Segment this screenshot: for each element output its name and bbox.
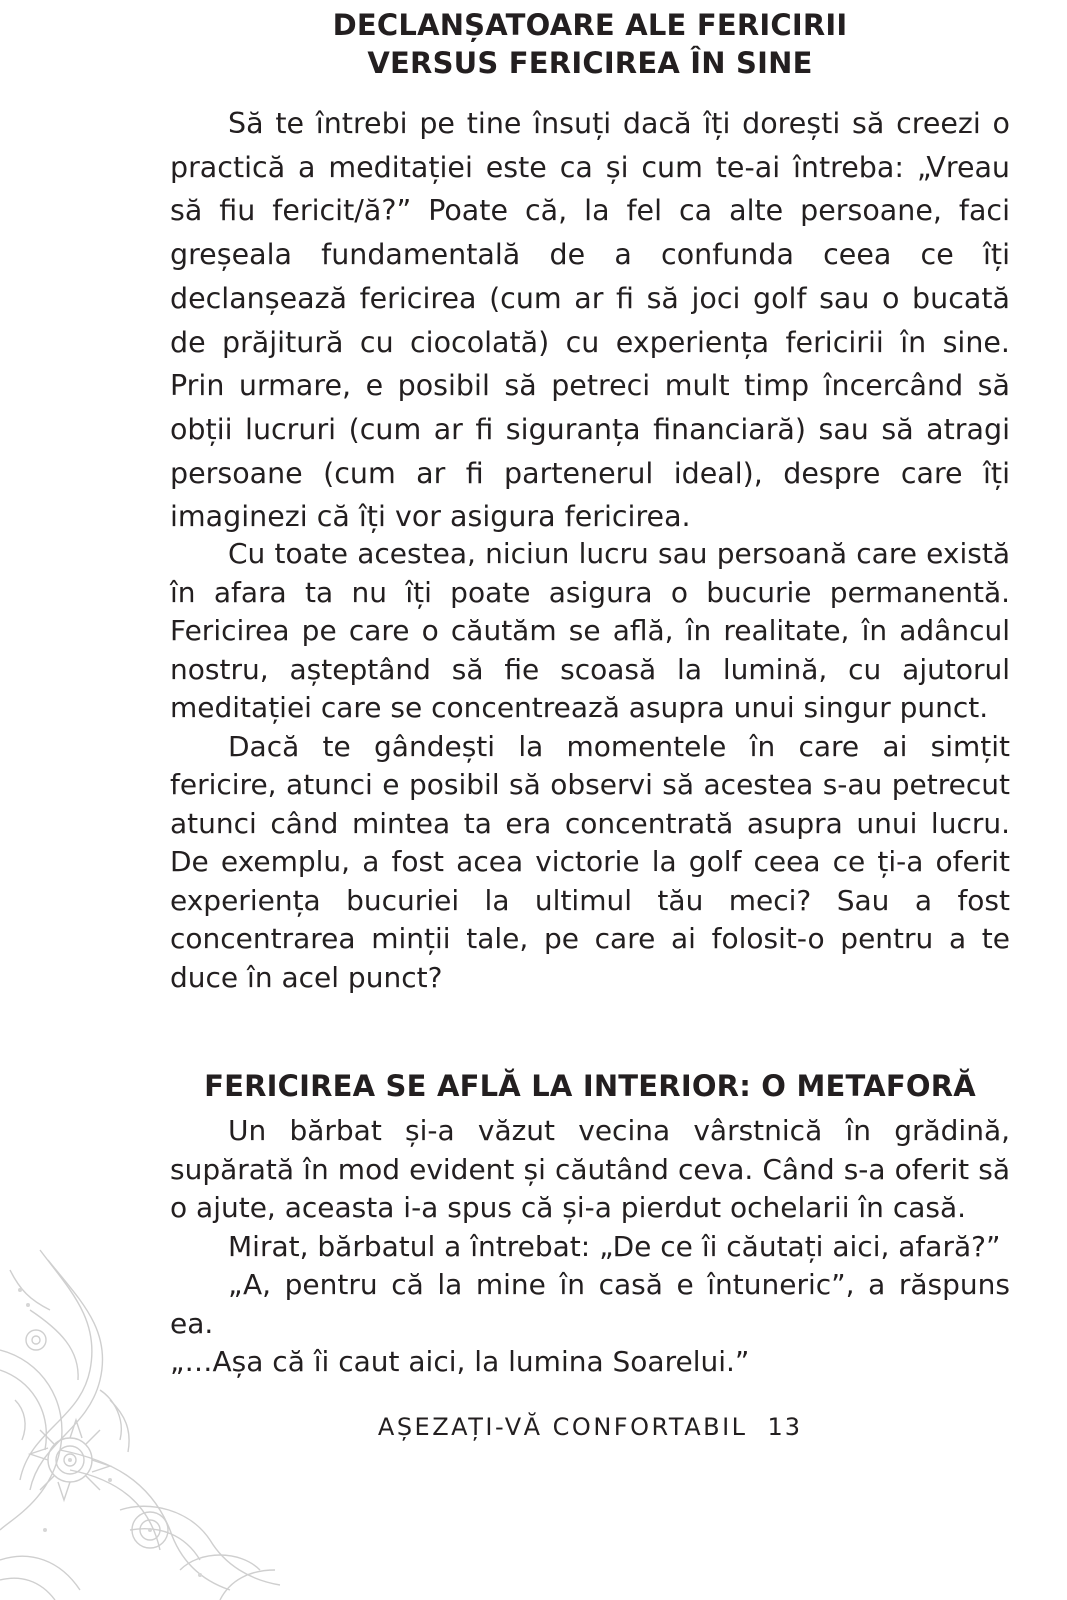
- page-footer: [300, 1413, 880, 1441]
- paragraph: Cu toate acestea, niciun lucru sau persoană care există în afara ta nu îți poate asigura o bucurie permanentă. Fericirea pe care o căutăm se află, în realitate, în adâncul nostru, așteptând să fie scoasă la lumină, cu ajutorul meditației care se concentrează asupra unui singur punct.: [170, 537, 1010, 724]
- paragraph-block: [170, 102, 1010, 539]
- page-number: 13: [767, 1413, 803, 1441]
- paragraph: „…Așa că îi caut aici, la lumina Soarelui.”: [170, 1345, 750, 1378]
- paragraph: Să te întrebi pe tine însuți dacă îți dorești să creezi o practică a meditației este ca și cum te-ai întreba: „Vreau să fiu fericit/ă?” Poate că, la fel ca alte persoane, faci greșeala fundamentală de a confunda ceea ce îți declanșează fericirea (cum ar fi să joci golf sau o bucată de prăjitură cu ciocolată) cu experiența fericirii în sine. Prin urmare, e posibil să petreci mult timp încercând să obții lucruri (cum ar fi siguranța financiară) sau să atragi persoane (cum ar fi partenerul ideal), despre care îți imaginezi că îți vor asigura fericirea.: [170, 107, 1010, 534]
- section-heading: [170, 6, 1010, 82]
- heading-line: DECLANȘATOARE ALE FERICIRII: [332, 8, 848, 42]
- running-title: AȘEZAȚI-VĂ CONFORTABIL: [377, 1413, 748, 1441]
- paragraph-block: [170, 1112, 1010, 1382]
- paragraph: Dacă te gândești la momentele în care ai simțit fericire, atunci e posibil să observi să acestea s-au petrecut atunci când mintea ta era concentrată asupra unui lucru. De exemplu, a fost acea victorie la golf ceea ce ți-a oferit experiența bucuriei la ultimul tău meci? Sau a fost concentrarea minții tale, pe care ai folosit-o pentru a te duce în acel punct?: [170, 729, 1010, 994]
- paragraph: „A, pentru că la mine în casă e întuneric”, a răspuns ea.: [170, 1268, 1010, 1340]
- paragraph: Mirat, bărbatul a întrebat: „De ce îi căutați aici, afară?”: [228, 1229, 1001, 1263]
- paragraph-block: [170, 535, 1010, 997]
- heading-line: VERSUS FERICIREA ÎN SINE: [367, 46, 813, 80]
- section-heading: FERICIREA SE AFLĂ LA INTERIOR: O METAFORĂ: [204, 1069, 976, 1103]
- paragraph: Un bărbat și-a văzut vecina vârstnică în grădină, supărată în mod evident și căutând ceva. Când s-a oferit să o ajute, aceasta i-a spus că și-a pierdut ochelarii în casă.: [170, 1114, 1010, 1224]
